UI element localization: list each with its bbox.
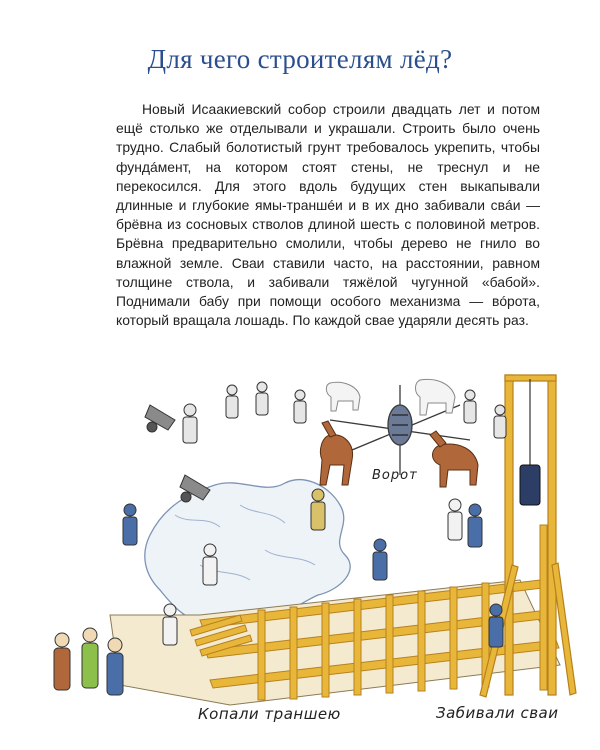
cast-iron-ram bbox=[520, 465, 540, 505]
body-paragraph: Новый Исаакиевский собор строили двадцать лет и потом ещё столько же отделывали и украшали. Строить было очень трудно. Слабый болотистый грунт требовалось укрепить, чтобы фундáмент, на котором стоят стены, не треснул и не перекосился. Для этого вдоль будущих стен выкапывали длинные и глубокие ямы-траншéи и в их дно забивали свáи — брёвна из сосновых стволов длиной шесть с половиной метров. Брёвна предварительно смолили, чтобы дерево не гнило во влажной земле. Сваи ставили часто, на расстоянии, равном толщине ствола, и забивали тяжёлой чугунной «бабой». Поднимали бабу при помощи особого механизма — вóрота, который вращала лошадь. По каждой свае ударяли десять раз. bbox=[116, 101, 540, 329]
horse-left bbox=[320, 421, 353, 485]
windlass-label: Ворот bbox=[372, 468, 418, 483]
horses-background bbox=[326, 379, 455, 415]
page-title: Для чего строителям лёд? bbox=[147, 44, 453, 74]
onlookers bbox=[54, 628, 123, 695]
horse-right bbox=[430, 431, 478, 487]
caption-digging: Копали траншею bbox=[198, 705, 341, 723]
construction-illustration bbox=[0, 365, 600, 750]
wheelbarrows bbox=[145, 405, 210, 502]
caption-piles: Забивали сваи bbox=[436, 704, 559, 722]
